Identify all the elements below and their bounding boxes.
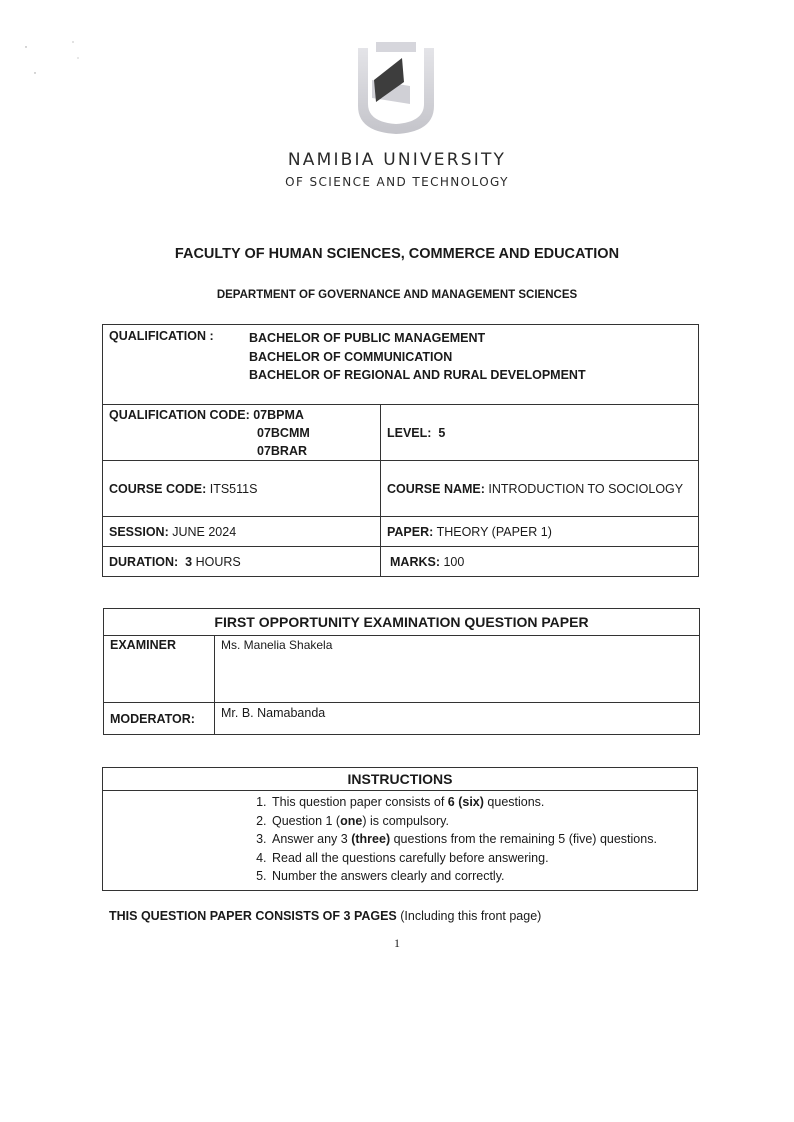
instruction-item: 4. Read all the questions carefully before answering. bbox=[270, 849, 697, 868]
moderator-name: Mr. B. Namabanda bbox=[215, 703, 700, 735]
instructions-table bbox=[102, 767, 698, 891]
level-value: 5 bbox=[438, 425, 446, 440]
course-name-label: COURSE NAME: bbox=[387, 481, 485, 496]
qualification-item: BACHELOR OF PUBLIC MANAGEMENT bbox=[249, 331, 486, 345]
university-subtitle: OF SCIENCE AND TECHNOLOGY bbox=[285, 175, 509, 189]
page-number: 1 bbox=[394, 936, 400, 950]
instructions-title: INSTRUCTIONS bbox=[103, 768, 698, 791]
course-info-table bbox=[102, 324, 699, 577]
marks-label: MARKS: bbox=[390, 554, 440, 569]
university-logo bbox=[354, 40, 438, 136]
paper-label: PAPER: bbox=[387, 524, 434, 539]
instruction-item: 5. Number the answers clearly and correctly. bbox=[270, 867, 697, 886]
session-label: SESSION: bbox=[109, 524, 169, 539]
duration-number: 3 bbox=[185, 554, 193, 569]
paper-value: THEORY (PAPER 1) bbox=[436, 524, 552, 539]
qualification-list bbox=[249, 329, 586, 385]
examiner-label: EXAMINER bbox=[104, 636, 215, 703]
course-code-value: ITS511S bbox=[209, 481, 258, 496]
examiner-table bbox=[103, 608, 700, 735]
examiner-name: Ms. Manelia Shakela bbox=[215, 636, 700, 703]
instructions-list bbox=[103, 793, 697, 886]
marks-value: 100 bbox=[443, 554, 465, 569]
qualification-code: 07BPMA bbox=[253, 408, 304, 422]
qualification-code-label: QUALIFICATION CODE: bbox=[109, 408, 250, 422]
qualification-label: QUALIFICATION : bbox=[109, 329, 214, 343]
course-name-value: INTRODUCTION TO SOCIOLOGY bbox=[488, 481, 684, 496]
level-label: LEVEL: bbox=[387, 425, 432, 440]
qualification-code: 07BCMM bbox=[257, 426, 310, 440]
instruction-item: 3. Answer any 3 (three) questions from the remaining 5 (five) questions. bbox=[270, 830, 697, 849]
duration-label: DURATION: bbox=[109, 554, 179, 569]
qualification-item: BACHELOR OF REGIONAL AND RURAL DEVELOPMENT bbox=[249, 368, 586, 382]
qualification-code: 07BRAR bbox=[257, 444, 308, 458]
course-code-label: COURSE CODE: bbox=[109, 481, 207, 496]
session-value: JUNE 2024 bbox=[172, 524, 237, 539]
instruction-item: 2. Question 1 (one) is compulsory. bbox=[270, 812, 697, 831]
page-count-note: THIS QUESTION PAPER CONSISTS OF 3 PAGES (Including this front page) bbox=[109, 909, 542, 923]
moderator-label: MODERATOR: bbox=[104, 703, 215, 735]
duration-unit: HOURS bbox=[195, 554, 241, 569]
qualification-item: BACHELOR OF COMMUNICATION bbox=[249, 349, 453, 364]
university-name: NAMIBIA UNIVERSITY bbox=[287, 150, 507, 170]
exam-title: FIRST OPPORTUNITY EXAMINATION QUESTION PAPER bbox=[104, 609, 700, 636]
faculty-heading: FACULTY OF HUMAN SCIENCES, COMMERCE AND EDUCATION bbox=[174, 246, 620, 262]
scan-specks bbox=[18, 36, 88, 76]
instruction-item: 1. This question paper consists of 6 (six) questions. bbox=[270, 793, 697, 812]
department-heading: DEPARTMENT OF GOVERNANCE AND MANAGEMENT SCIENCES bbox=[216, 289, 578, 301]
